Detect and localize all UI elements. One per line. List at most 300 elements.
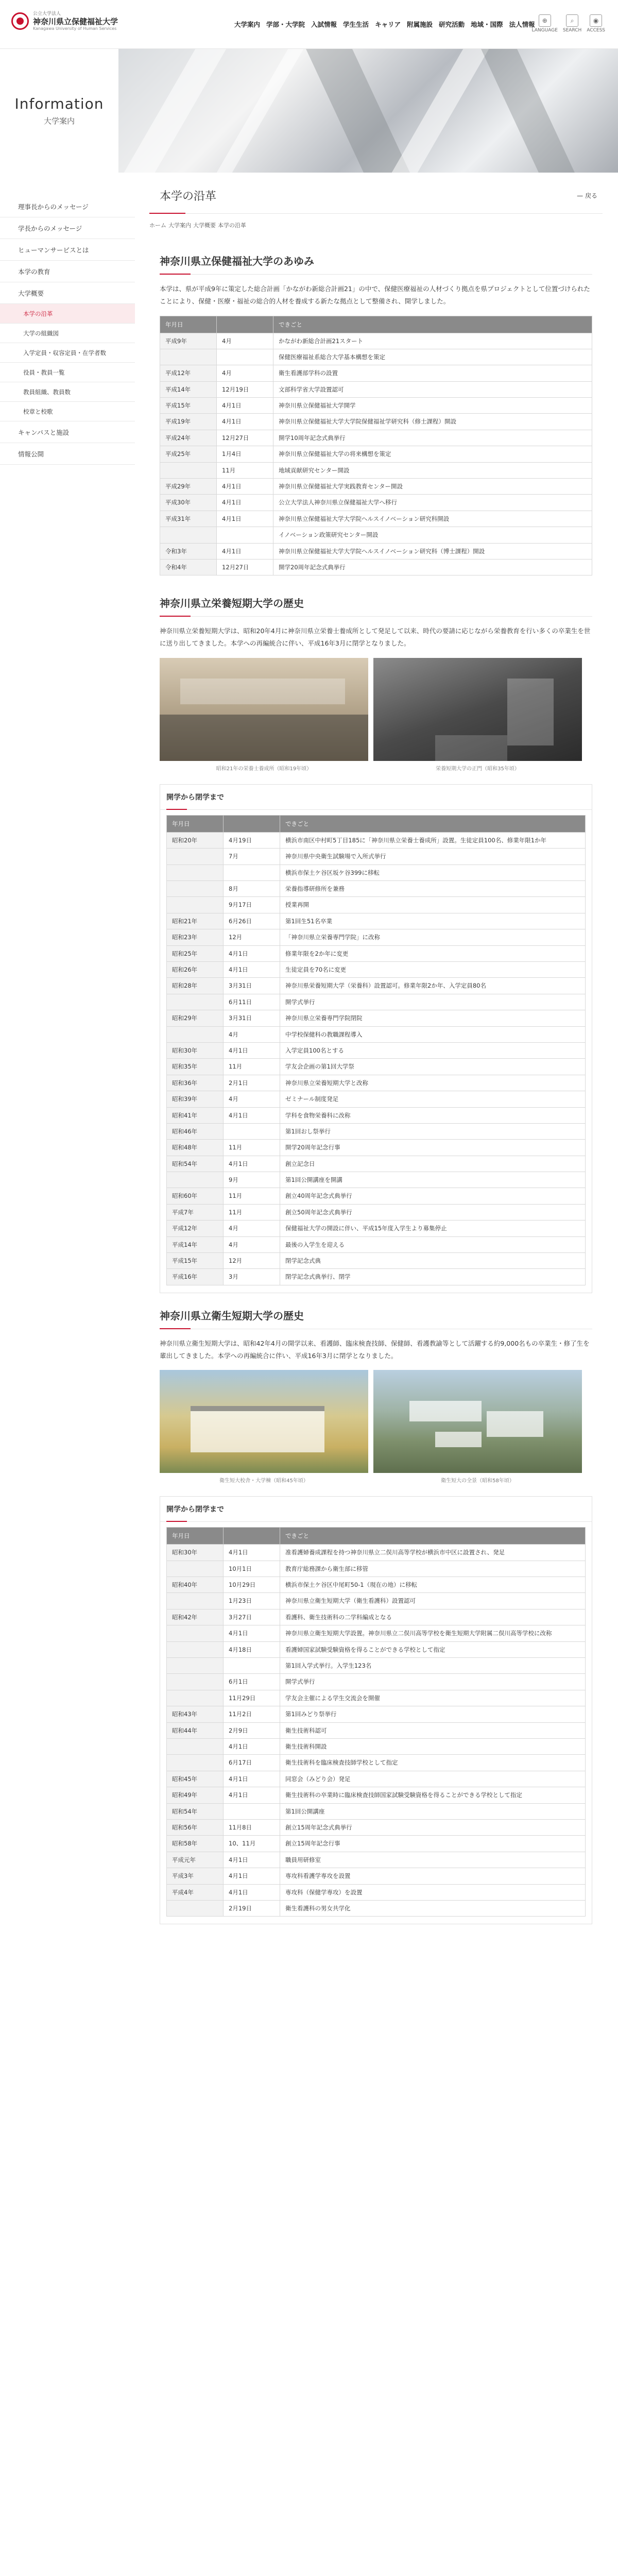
year-cell: 平成14年 [160,381,217,397]
year-cell [160,527,217,543]
nav-item[interactable]: 研究活動 [439,21,465,28]
table-header: 年月日 [167,1528,224,1545]
year-cell: 昭和29年 [167,1010,224,1026]
event-cell: 神奈川県立衛生短期大学（衛生看護科）設置認可 [280,1593,586,1609]
table-row [167,832,586,848]
table-header [217,316,273,333]
event-cell: かながわ新総合計画21スタート [273,333,592,349]
date-cell: 4月 [224,1236,280,1252]
event-cell: 神奈川県立保健福祉大学実践教育センター開設 [273,479,592,495]
table-row [167,1059,586,1075]
date-cell: 4月1日 [224,1042,280,1058]
year-cell: 平成31年 [160,511,217,527]
event-cell: 創立15周年記念行事 [280,1836,586,1852]
nav-item[interactable]: 学部・大学院 [266,21,305,28]
date-cell: 4月1日 [224,1625,280,1641]
event-cell: 創立15周年記念式典挙行 [280,1819,586,1835]
table-row [160,462,592,478]
date-cell: 3月27日 [224,1609,280,1625]
event-cell: 第1回おし祭挙行 [280,1123,586,1139]
date-cell: 6月11日 [224,994,280,1010]
photo-row [160,658,592,761]
year-cell [167,1755,224,1771]
sidebar-item[interactable]: 本学の教育 [0,261,135,282]
year-cell: 平成15年 [167,1253,224,1269]
event-cell: 教育庁総務課から衛生部に移管 [280,1561,586,1577]
event-cell: 第1回みどり祭挙行 [280,1706,586,1722]
sidebar-subitem[interactable]: 大学の組織図 [0,324,135,343]
event-cell: 第1回生51名卒業 [280,913,586,929]
breadcrumb-item[interactable]: 大学概要 [193,222,216,229]
event-cell: 学科を食物栄養科に改称 [280,1107,586,1123]
year-cell: 昭和41年 [167,1107,224,1123]
table-row [167,1819,586,1835]
date-cell: 12月27日 [217,559,273,575]
event-cell: 神奈川県立保健福祉大学の将来構想を策定 [273,446,592,462]
date-cell: 10月29日 [224,1577,280,1593]
date-cell: 4月1日 [217,495,273,511]
sidebar-item[interactable]: 情報公開 [0,443,135,465]
year-cell: 昭和45年 [167,1771,224,1787]
date-cell: 11月8日 [224,1819,280,1835]
date-cell: 8月 [224,881,280,897]
table-row [167,1236,586,1252]
event-cell: 神奈川県立保健福祉大学大学院ヘルスイノベーション研究科開設 [273,511,592,527]
table-row [167,961,586,977]
site-header [0,0,618,49]
event-cell: 衛生技術科認可 [280,1722,586,1738]
table-row [167,1593,586,1609]
year-cell [167,1641,224,1657]
table-row [160,543,592,559]
table-row [167,1253,586,1269]
year-cell: 昭和28年 [167,978,224,994]
date-cell [224,1658,280,1674]
table-header: 年月日 [160,316,217,333]
year-cell: 昭和43年 [167,1706,224,1722]
sidebar-item-active[interactable]: 本学の沿革 [0,304,135,324]
event-cell: 学友会主催による学生交流会を開催 [280,1690,586,1706]
date-cell: 4月1日 [217,398,273,414]
date-cell: 4月1日 [224,1868,280,1884]
event-cell: イノベーション政策研究センター開設 [273,527,592,543]
table-row [167,1075,586,1091]
event-cell: 創立50周年記念式典挙行 [280,1204,586,1220]
year-cell [167,1026,224,1042]
date-cell: 10月1日 [224,1561,280,1577]
date-cell: 11月 [217,462,273,478]
nav-item[interactable]: 地域・国際 [471,21,503,28]
hero-heading [0,49,118,173]
table-row [167,1204,586,1220]
event-cell: 閉学記念式典 [280,1253,586,1269]
event-cell: 第1回公開講座 [280,1803,586,1819]
nav-item[interactable]: 法人情報 [509,21,535,28]
table-row [167,1561,586,1577]
event-cell: 准看護婦養成課程を持つ神奈川県立二俣川高等学校が横浜市中区に設置され、発足 [280,1545,586,1561]
table-row [167,1140,586,1156]
util-label: LANGUAGE [531,28,558,33]
table-row [167,849,586,865]
photo-caption: 昭和21年の栄養士養成所（昭和19年頃） [216,766,312,772]
year-cell: 平成16年 [167,1269,224,1285]
event-cell: 修業年限を2か年に変更 [280,945,586,961]
table-header: 年月日 [167,815,224,832]
utility-nav [532,14,605,33]
event-cell: 開学式挙行 [280,1674,586,1690]
date-cell: 4月1日 [217,479,273,495]
date-cell: 11月 [224,1188,280,1204]
table-row [167,1771,586,1787]
back-label: 戻る [585,192,597,199]
logo-english: Kanagawa University of Human Services [33,26,117,31]
table-row [167,1738,586,1754]
date-cell: 6月17日 [224,1755,280,1771]
event-cell: 神奈川県中央衛生試験場で入所式挙行 [280,849,586,865]
sidebar-subitem[interactable]: 入学定員・収容定員・在学者数 [0,343,135,363]
table-row [167,1172,586,1188]
historical-building-photo [160,1370,368,1473]
event-cell: 神奈川県立栄養短期大学と改称 [280,1075,586,1091]
sidebar-item[interactable]: ヒューマンサービスとは [0,239,135,261]
date-cell [224,1123,280,1139]
date-cell: 2月19日 [224,1900,280,1916]
event-cell: 第1回公開講座を開講 [280,1172,586,1188]
table-row [167,913,586,929]
date-cell: 12月 [224,929,280,945]
table-row [160,446,592,462]
date-cell [217,527,273,543]
year-cell: 平成15年 [160,398,217,414]
date-cell: 4月1日 [224,1545,280,1561]
photo-captions [160,764,592,772]
event-cell: 文部科学省大学設置認可 [273,381,592,397]
table-row [160,365,592,381]
year-cell: 昭和54年 [167,1156,224,1172]
event-cell: 専攻科（保健学専攻）を設置 [280,1884,586,1900]
date-cell: 4月1日 [224,1884,280,1900]
year-cell: 昭和54年 [167,1803,224,1819]
event-cell: 授業再開 [280,897,586,913]
table-row [167,1107,586,1123]
history-table [166,815,586,1285]
event-cell: 入学定員100名とする [280,1042,586,1058]
sidebar-item[interactable]: 理事長からのメッセージ [0,196,135,217]
hero-subtitle: 大学案内 [43,116,75,126]
sidebar-item[interactable]: 大学概要 [0,282,135,304]
table-row [167,1042,586,1058]
date-cell: 6月1日 [224,1674,280,1690]
date-cell: 4月 [224,1026,280,1042]
year-cell [167,897,224,913]
historical-aerial-photo [373,1370,582,1473]
event-cell: 中学校保健科の教職課程導入 [280,1026,586,1042]
date-cell: 4月1日 [224,1771,280,1787]
map-pin-icon: ◉ [590,14,602,27]
year-cell: 昭和49年 [167,1787,224,1803]
year-cell: 平成3年 [167,1868,224,1884]
hero-banner [0,49,618,173]
date-cell: 12月19日 [217,381,273,397]
year-cell [167,1690,224,1706]
table-row [167,1690,586,1706]
date-cell: 4月1日 [224,1156,280,1172]
table-row [167,1722,586,1738]
date-cell: 2月1日 [224,1075,280,1091]
table-row [167,1658,586,1674]
year-cell: 平成25年 [160,446,217,462]
date-cell: 12月27日 [217,430,273,446]
table-row [167,897,586,913]
photo-captions [160,1476,592,1484]
breadcrumb-item: 本学の沿革 [218,222,246,229]
table-row [160,479,592,495]
section-intro: 神奈川県立栄養短期大学は、昭和20年4月に神奈川県立栄養士養成所として発足して以来、時代の要請に応じながら栄養教育を行い多くの卒業生を世に送り出してきました。本学への再編統合に伴い、平成16年3月に閉学となりました。 [160,627,591,648]
year-cell [160,462,217,478]
hero-title: Information [14,95,104,112]
event-cell: 衛生看護科の男女共学化 [280,1900,586,1916]
table-row [167,1803,586,1819]
year-cell: 昭和58年 [167,1836,224,1852]
year-cell: 昭和30年 [167,1545,224,1561]
logo-subtitle: 公立大学法人 [33,11,61,16]
date-cell: 4月 [224,1091,280,1107]
year-cell [167,1674,224,1690]
date-cell [224,865,280,880]
table-row [167,1026,586,1042]
table-row [167,1836,586,1852]
table-row [167,865,586,880]
date-cell: 3月31日 [224,978,280,994]
breadcrumb [149,214,603,239]
event-cell: 第1回入学式挙行。入学生123名 [280,1658,586,1674]
year-cell [167,1561,224,1577]
year-cell [167,881,224,897]
year-cell [167,1593,224,1609]
date-cell: 11月29日 [224,1690,280,1706]
event-cell: 創立40周年記念式典挙行 [280,1188,586,1204]
year-cell: 昭和44年 [167,1722,224,1738]
table-row [160,349,592,365]
year-cell: 平成29年 [160,479,217,495]
section-title: 神奈川県立衛生短期大学の歴史 [160,1293,592,1329]
date-cell: 3月31日 [224,1010,280,1026]
table-row [167,1156,586,1172]
year-cell: 平成9年 [160,333,217,349]
year-cell [167,994,224,1010]
table-row [167,1625,586,1641]
sidebar-item[interactable]: キャンパスと施設 [0,421,135,443]
event-cell: 神奈川県立衛生短期大学設置。神奈川県立二俣川高等学校を衛生短期大学附属二俣川高等学校に改称 [280,1625,586,1641]
year-cell: 平成元年 [167,1852,224,1868]
nav-item[interactable]: 附属施設 [407,21,433,28]
logo-title: 神奈川県立保健福祉大学 [33,16,118,26]
table-row [167,994,586,1010]
table-row [167,929,586,945]
date-cell: 10、11月 [224,1836,280,1852]
table-row [167,1609,586,1625]
table-row [167,978,586,994]
event-cell: 神奈川県立保健福祉大学大学院保健福祉学研究科（修士課程）開設 [273,414,592,430]
table-row [160,430,592,446]
page-title: 本学の沿革 [160,190,217,203]
table-row [167,1787,586,1803]
table-row [167,1884,586,1900]
event-cell: 神奈川県立保健福祉大学大学院ヘルスイノベーション研究科（博士課程）開設 [273,543,592,559]
year-cell: 平成12年 [167,1221,224,1236]
event-cell: 衛生技術科を臨床検査技師学校として指定 [280,1755,586,1771]
table-row [160,527,592,543]
table-row [160,381,592,397]
event-cell: 神奈川県栄養短期大学（栄養科）設置認可。修業年限2か年、入学定員80名 [280,978,586,994]
year-cell: 平成4年 [167,1884,224,1900]
date-cell: 12月 [224,1253,280,1269]
back-link[interactable]: — 戻る [577,192,597,199]
util-label: ACCESS [587,28,605,33]
year-cell: 平成19年 [160,414,217,430]
event-cell: 専攻科看護学専攻を設置 [280,1868,586,1884]
global-nav [234,20,535,29]
event-cell: 横浜市保土ケ谷区中尾町50-1（現在の地）に移転 [280,1577,586,1593]
table-row [167,1674,586,1690]
event-cell: 神奈川県立栄養専門学院閉院 [280,1010,586,1026]
year-cell [167,1738,224,1754]
table-row [167,1706,586,1722]
date-cell: 11月 [224,1059,280,1075]
date-cell: 4月1日 [217,543,273,559]
table-row [167,1900,586,1916]
language-icon: ⊕ [539,14,551,27]
year-cell [167,865,224,880]
date-cell: 4月18日 [224,1641,280,1657]
year-cell [167,849,224,865]
date-cell: 4月19日 [224,832,280,848]
table-row [167,945,586,961]
year-cell [167,1172,224,1188]
event-cell: 創立記念日 [280,1156,586,1172]
date-cell: 7月 [224,849,280,865]
date-cell: 4月1日 [224,1738,280,1754]
photo-caption: 栄養短期大学の正門（昭和35年頃） [436,766,520,772]
section-title: 神奈川県立保健福祉大学のあゆみ [160,239,592,275]
section-intro: 本学は、県が平成9年に策定した総合計画「かながわ新総合計画21」の中で、保健医療福祉の人材づくり拠点を県プロジェクトとして位置づけられたことにより、保健・医療・福祉の総合的人材を養成する新たな拠点として整備され、開学しました。 [160,285,590,305]
table-header: できごと [280,815,586,832]
year-cell: 令和3年 [160,543,217,559]
year-cell: 平成7年 [167,1204,224,1220]
date-cell [217,349,273,365]
event-cell: 横浜市保土ケ谷区坂ケ谷399に移転 [280,865,586,880]
event-cell: 栄養指導研修所を兼務 [280,881,586,897]
year-cell: 昭和48年 [167,1140,224,1156]
table-header: できごと [273,316,592,333]
timeline-title: 開学から閉学まで [160,1497,592,1522]
timeline-box [160,1496,592,1924]
date-cell: 4月1日 [217,511,273,527]
nav-item[interactable]: キャリア [375,21,401,28]
event-cell: 衛生技術科の卒業時に臨床検査技師国家試験受験資格を得ることができる学校として指定 [280,1787,586,1803]
year-cell: 昭和23年 [167,929,224,945]
date-cell: 11月2日 [224,1706,280,1722]
event-cell: 開学20周年記念式典挙行 [273,559,592,575]
table-row [160,333,592,349]
section-title: 神奈川県立栄養短期大学の歴史 [160,581,592,617]
event-cell: ゼミナール制度発足 [280,1091,586,1107]
date-cell: 6月26日 [224,913,280,929]
table-row [167,1577,586,1593]
event-cell: 開学10周年記念式典挙行 [273,430,592,446]
table-row [167,1221,586,1236]
sidebar-subitem[interactable]: 教員組織、教員数 [0,382,135,402]
photo-row [160,1370,592,1473]
table-row [167,1123,586,1139]
date-cell: 4月 [217,333,273,349]
sidebar-subitem[interactable]: 校章と校歌 [0,402,135,421]
date-cell: 4月 [217,365,273,381]
event-cell: 閉学記念式典挙行、閉学 [280,1269,586,1285]
historical-group-photo [160,658,368,761]
historical-gate-photo [373,658,582,761]
year-cell: 昭和56年 [167,1819,224,1835]
sidebar-subitem[interactable]: 役員・教員一覧 [0,363,135,382]
table-row [160,398,592,414]
table-header [224,815,280,832]
date-cell: 11月 [224,1140,280,1156]
event-cell: 開学20周年記念行事 [280,1140,586,1156]
util-label: SEARCH [562,28,582,33]
access-button[interactable] [587,14,605,33]
table-row [167,1545,586,1561]
timeline-title: 開学から閉学まで [160,785,592,810]
table-row [167,1755,586,1771]
photo-caption: 衛生短大の全景（昭和58年頃） [441,1478,514,1484]
date-cell: 4月1日 [224,945,280,961]
year-cell: 令和4年 [160,559,217,575]
nav-item[interactable]: 入試情報 [311,21,337,28]
logo-emblem-icon [11,12,29,30]
event-cell: 生徒定員を70名に変更 [280,961,586,977]
event-cell: 同窓会（みどり会）発足 [280,1771,586,1787]
table-row [160,414,592,430]
history-table [166,1527,586,1917]
table-row [167,881,586,897]
year-cell [160,349,217,365]
breadcrumb-item[interactable]: 大学案内 [168,222,191,229]
site-logo[interactable] [11,11,118,31]
breadcrumb-item[interactable]: ホーム [149,222,166,229]
search-button[interactable] [563,14,581,33]
sidebar-item[interactable]: 学長からのメッセージ [0,217,135,239]
year-cell: 昭和25年 [167,945,224,961]
date-cell: 3月 [224,1269,280,1285]
table-row [167,1091,586,1107]
event-cell: 看護婦国家試験受験資格を得ることができる学校として指定 [280,1641,586,1657]
year-cell: 昭和21年 [167,913,224,929]
language-button[interactable] [532,14,558,33]
event-cell: 衛生看護部学科の設置 [273,365,592,381]
section-intro: 神奈川県立衛生短期大学は、昭和42年4月の開学以来、看護師、臨床検査技師、保健師、看護教諭等として活躍する約9,000名もの卒業生・修了生を輩出してきました。本学への再編統合に伴い、平成16年3月に閉学となりました。 [160,1339,590,1360]
event-cell: 最後の入学生を迎える [280,1236,586,1252]
year-cell: 昭和46年 [167,1123,224,1139]
date-cell: 9月17日 [224,897,280,913]
year-cell: 昭和30年 [167,1042,224,1058]
event-cell: 「神奈川県立栄養専門学院」に改称 [280,929,586,945]
year-cell: 昭和42年 [167,1609,224,1625]
year-cell: 昭和20年 [167,832,224,848]
nav-item[interactable]: 大学案内 [234,21,261,28]
date-cell: 11月 [224,1204,280,1220]
nav-item[interactable]: 学生生活 [343,21,369,28]
event-cell: 神奈川県立保健福祉大学開学 [273,398,592,414]
